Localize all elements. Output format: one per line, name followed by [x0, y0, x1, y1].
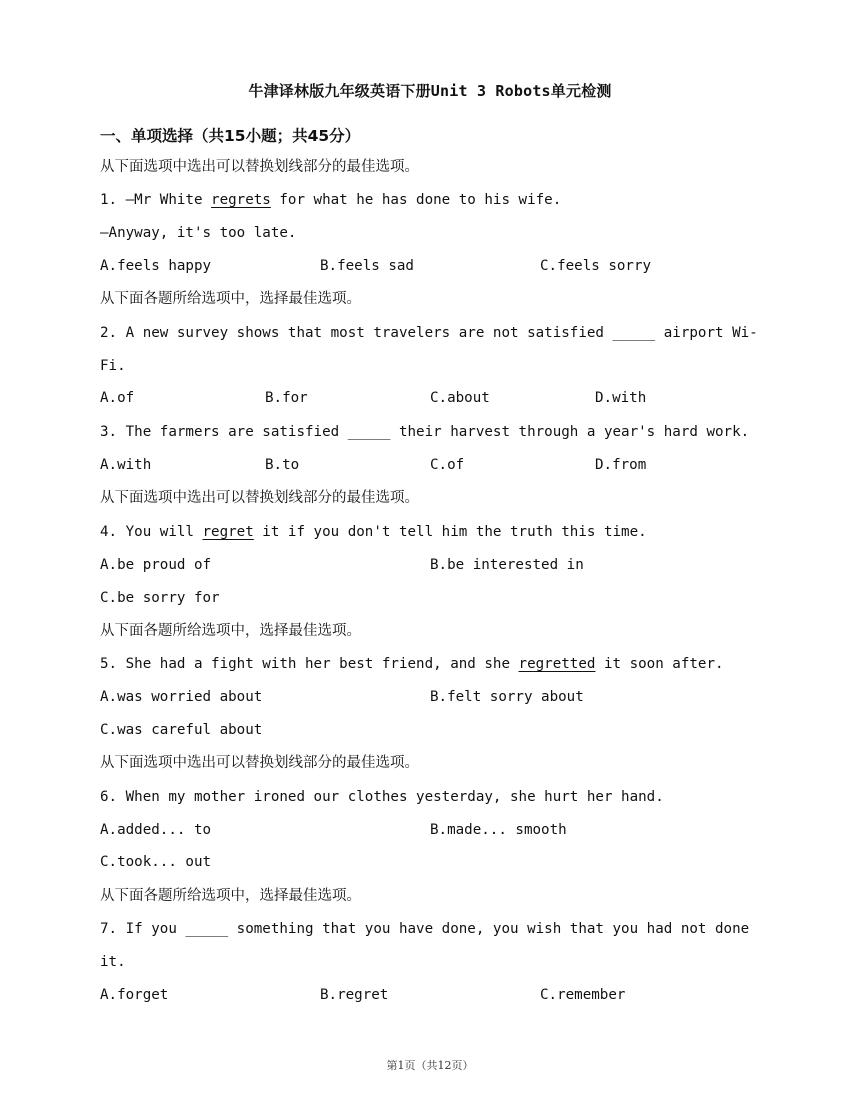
question-text: 1. —Mr White [100, 192, 212, 208]
option-a: A.of [100, 390, 135, 406]
option-c: C.be sorry for [100, 590, 220, 606]
question-text: for what he has done to his wife. [270, 192, 562, 208]
option-c: C.was careful about [100, 722, 263, 738]
instruction-replace: 从下面选项中选出可以替换划线部分的最佳选项。 [100, 159, 419, 175]
option-c: C.took... out [100, 854, 212, 870]
question-7-line2: it. [100, 954, 126, 970]
option-d: D.from [595, 457, 647, 473]
option-b: B.made... smooth [430, 822, 567, 838]
underlined-word: regrets [211, 192, 271, 208]
option-c: C.about [430, 390, 490, 406]
option-a: A.forget [100, 987, 169, 1003]
question-1-line1 [100, 190, 561, 210]
question-1-line2: —Anyway, it's too late. [100, 225, 297, 241]
option-a: A.added... to [100, 822, 212, 838]
question-text: it if you don't tell him the truth this time. [253, 524, 647, 540]
instruction-replace: 从下面选项中选出可以替换划线部分的最佳选项。 [100, 755, 419, 771]
option-b: B.regret [320, 987, 389, 1003]
underlined-word: regretted [518, 656, 596, 672]
option-c: C.feels sorry [540, 258, 652, 274]
option-b: B.felt sorry about [430, 689, 584, 705]
question-6-line1: 6. When my mother ironed our clothes yesterday, she hurt her hand. [100, 789, 664, 805]
question-2-line1: 2. A new survey shows that most travelers are not satisfied _____ airport Wi- [100, 325, 758, 341]
option-c: C.of [430, 457, 465, 473]
instruction-choose: 从下面各题所给选项中，选择最佳选项。 [100, 291, 361, 307]
instruction-choose: 从下面各题所给选项中，选择最佳选项。 [100, 888, 361, 904]
question-4-line1 [100, 522, 647, 542]
section-heading: 一、单项选择（共15小题；共45分） [100, 127, 361, 145]
question-2-line2: Fi. [100, 358, 126, 374]
option-b: B.feels sad [320, 258, 414, 274]
option-a: A.be proud of [100, 557, 212, 573]
underlined-word: regret [202, 524, 254, 540]
instruction-replace: 从下面选项中选出可以替换划线部分的最佳选项。 [100, 490, 419, 506]
question-5-line1 [100, 654, 724, 674]
option-a: A.was worried about [100, 689, 263, 705]
page-footer: 第1页（共12页） [386, 1059, 474, 1072]
option-a: A.with [100, 457, 152, 473]
question-3-line1: 3. The farmers are satisfied _____ their harvest through a year's hard work. [100, 424, 750, 440]
question-text: it soon after. [595, 656, 724, 672]
question-7-line1: 7. If you _____ something that you have done, you wish that you had not done [100, 921, 750, 937]
question-text: 5. She had a fight with her best friend, and she [100, 656, 519, 672]
document-title: 牛津译林版九年级英语下册Unit 3 Robots单元检测 [248, 82, 612, 100]
option-b: B.for [265, 390, 308, 406]
instruction-choose: 从下面各题所给选项中，选择最佳选项。 [100, 623, 361, 639]
option-b: B.to [265, 457, 300, 473]
option-c: C.remember [540, 987, 626, 1003]
question-text: 4. You will [100, 524, 203, 540]
option-b: B.be interested in [430, 557, 584, 573]
option-d: D.with [595, 390, 647, 406]
option-a: A.feels happy [100, 258, 212, 274]
